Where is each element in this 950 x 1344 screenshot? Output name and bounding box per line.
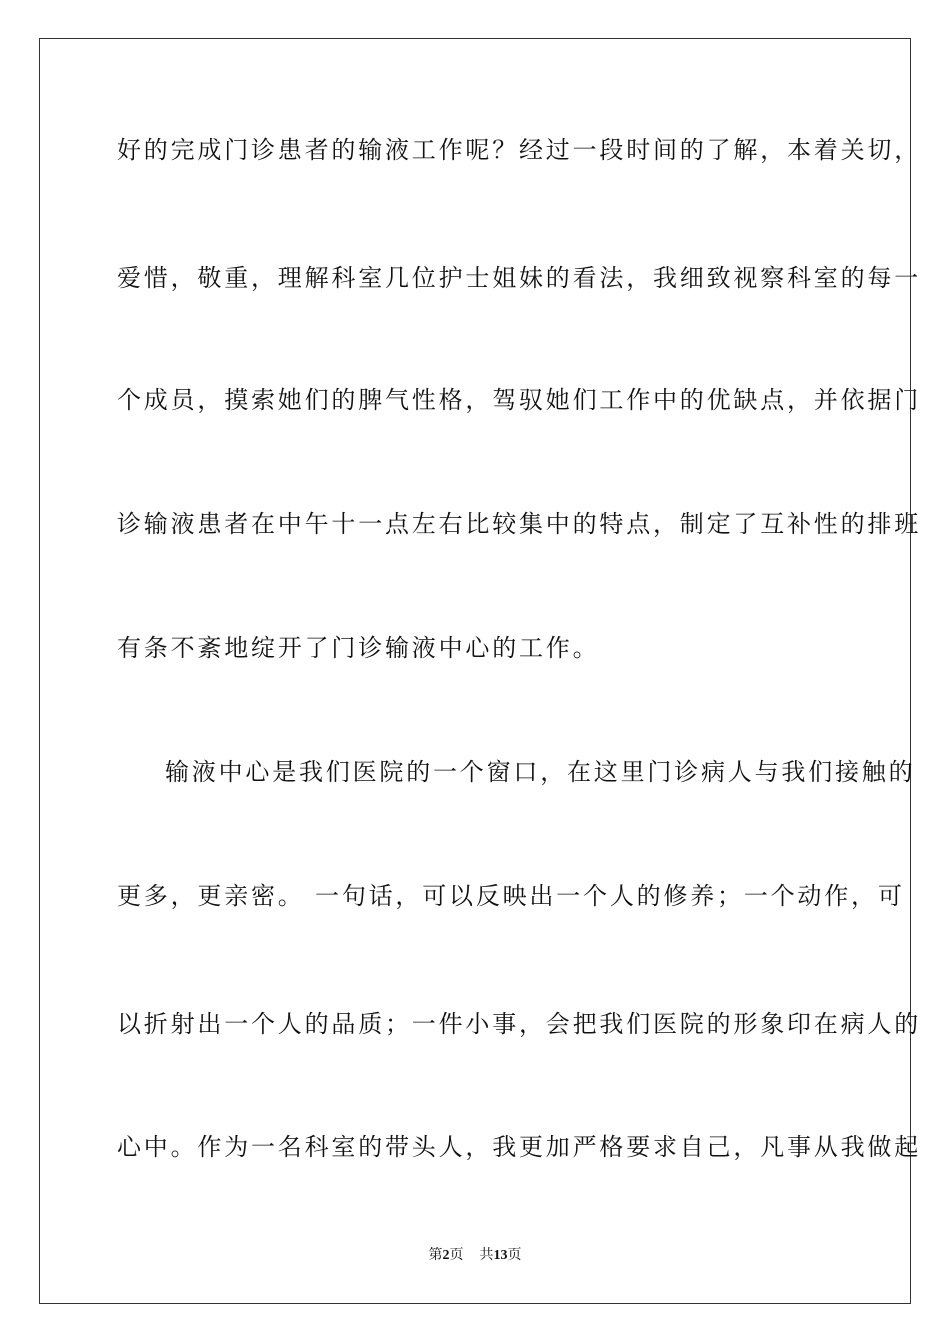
body-text-line: 诊输液患者在中午十一点左右比较集中的特点，制定了互补性的排班 [117, 510, 921, 538]
page-number: 2 [442, 1248, 450, 1263]
total-pages: 13 [493, 1248, 508, 1263]
body-text-line: 以折射出一个人的品质；一件小事，会把我们医院的形象印在病人的 [117, 1010, 921, 1038]
total-label-suffix: 页 [507, 1248, 522, 1263]
page-label-suffix: 页 [449, 1248, 464, 1263]
body-text-line: 更多，更亲密。 一句话，可以反映出一个人的修养；一个动作，可 [117, 882, 905, 910]
paragraph-first-line: 输液中心是我们医院的一个窗口，在这里门诊病人与我们接触的 [165, 758, 916, 786]
total-label-prefix: 共 [479, 1248, 494, 1263]
page-footer [0, 1246, 950, 1266]
body-text-line: 心中。作为一名科室的带头人，我更加严格要求自己，凡事从我做起 [117, 1133, 921, 1161]
page-label-prefix: 第 [428, 1248, 443, 1263]
body-text-line: 好的完成门诊患者的输液工作呢？经过一段时间的了解，本着关切， [117, 136, 921, 164]
page-frame [39, 38, 921, 1304]
body-text-line: 个成员，摸索她们的脾气性格，驾驭她们工作中的优缺点，并依据门 [117, 386, 921, 414]
body-text-line: 爱惜，敬重，理解科室几位护士姐妹的看法，我细致视察科室的每一 [117, 264, 921, 292]
body-text-line: 有条不紊地绽开了门诊输液中心的工作。 [117, 634, 600, 662]
